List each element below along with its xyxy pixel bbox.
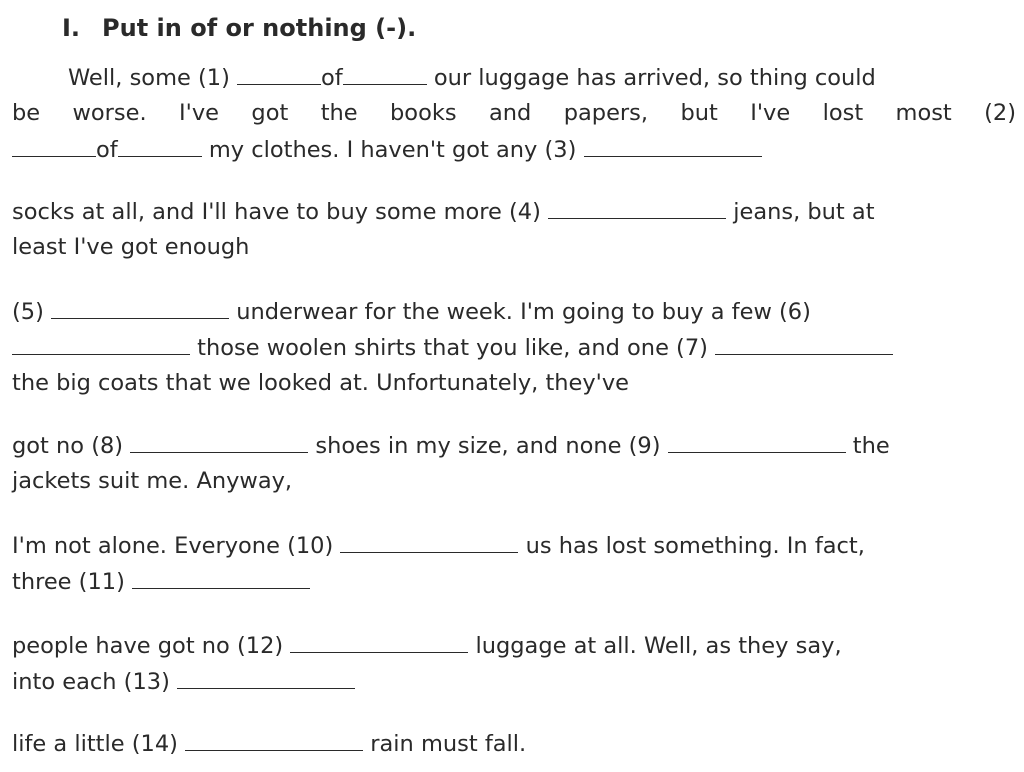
text-line-8: the big coats that we looked at. Unfortunately, they've (12, 370, 630, 396)
exercise-numeral: I. (62, 14, 81, 42)
text-line-3: of my clothes. I haven't got any (3) (12, 134, 1016, 165)
blank-9[interactable] (668, 430, 846, 453)
text-line-12: three (11) (12, 566, 1016, 597)
text-line-10: jackets suit me. Anyway, (12, 468, 293, 494)
text-line-9: got no (8) shoes in my size, and none (9) the (12, 430, 1016, 461)
text-line-15: life a little (14) rain must fall. (12, 728, 1016, 759)
text-line-14: into each (13) (12, 666, 1016, 697)
text-line-6: (5) underwear for the week. I'm going to buy a few (6) (12, 296, 1016, 327)
blank-7[interactable] (715, 332, 893, 355)
blank-2b[interactable] (118, 134, 202, 157)
blank-1b[interactable] (343, 62, 427, 85)
exercise-heading (62, 12, 416, 44)
exercise-instruction: Put in of or nothing (-). (102, 14, 417, 42)
blank-10[interactable] (340, 530, 518, 553)
blank-3[interactable] (584, 134, 762, 157)
blank-13[interactable] (177, 666, 355, 689)
text-line-1: Well, some (1) of our luggage has arrived, so thing could (68, 62, 1016, 93)
text-line-13: people have got no (12) luggage at all. Well, as they say, (12, 630, 1016, 661)
blank-11[interactable] (132, 566, 310, 589)
blank-12[interactable] (290, 630, 468, 653)
blank-5[interactable] (51, 296, 229, 319)
text-line-7: those woolen shirts that you like, and one (7) (12, 332, 1016, 363)
blank-2a[interactable] (12, 134, 96, 157)
blank-6[interactable] (12, 332, 190, 355)
blank-4[interactable] (548, 196, 726, 219)
text-line-11: I'm not alone. Everyone (10) us has lost something. In fact, (12, 530, 1016, 561)
blank-14[interactable] (185, 728, 363, 751)
text-line-2: be worse. I've got the books and papers, but I've lost most (2) (12, 100, 1017, 126)
blank-1a[interactable] (237, 62, 321, 85)
text-line-4: socks at all, and I'll have to buy some more (4) jeans, but at (12, 196, 1016, 227)
blank-8[interactable] (130, 430, 308, 453)
text-line-5: least I've got enough (12, 234, 250, 260)
